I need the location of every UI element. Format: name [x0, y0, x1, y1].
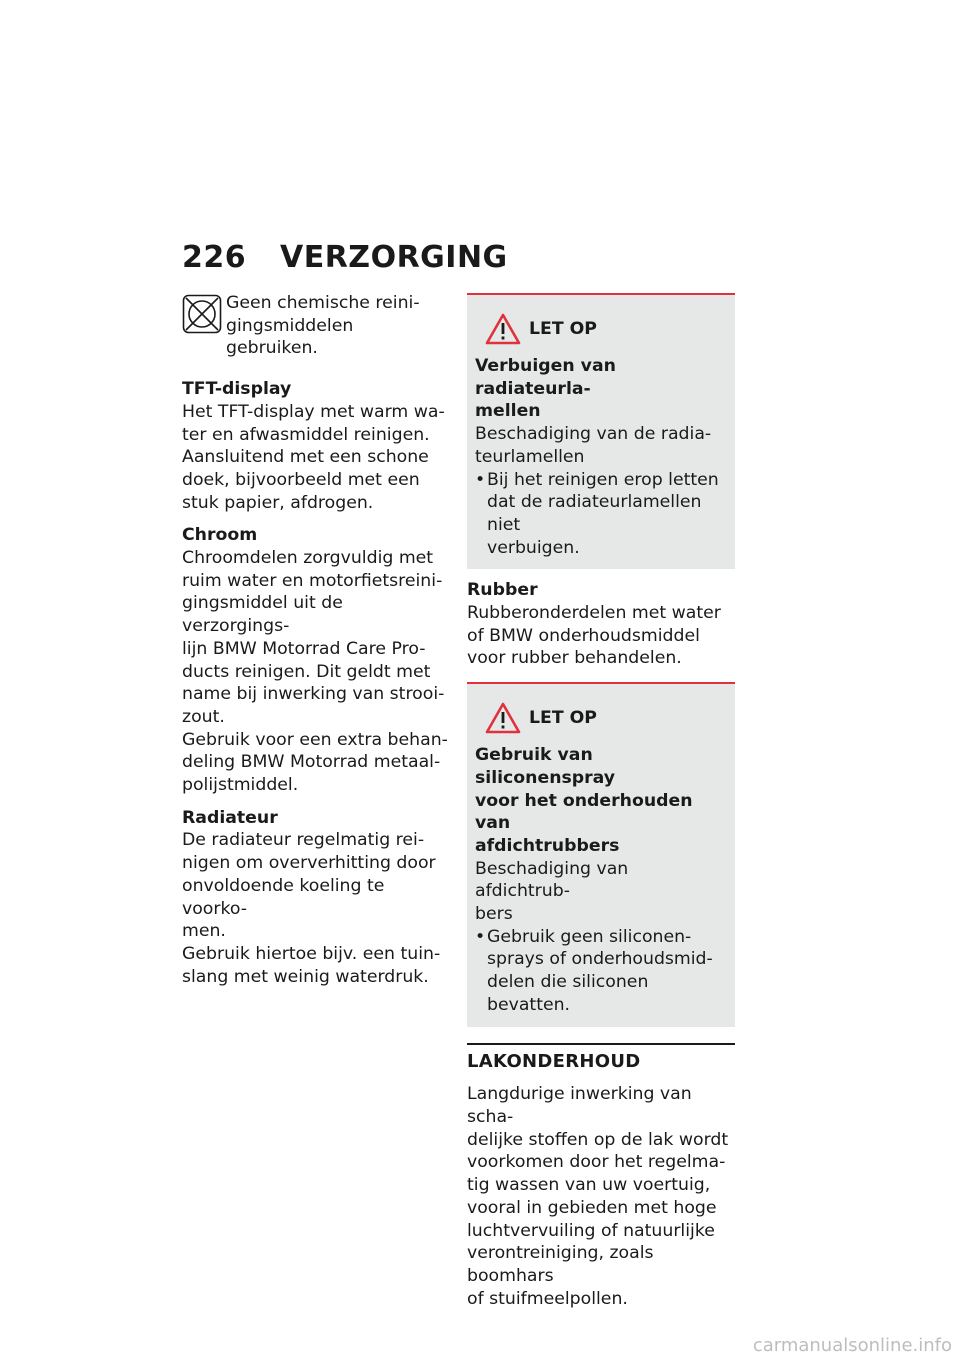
- heading-chroom: Chroom: [182, 525, 258, 546]
- warning-triangle-icon: [485, 702, 521, 734]
- text-line: ducts reinigen. Dit geldt met: [182, 661, 431, 682]
- warning-title: Verbuigen van radiateurla-: [475, 356, 616, 399]
- text-line: Gebruik hiertoe bijv. een tuin-: [182, 943, 441, 964]
- text-line: men.: [182, 921, 226, 942]
- bullet-line: verbuigen.: [487, 537, 580, 558]
- text-line: name bij inwerking van strooi-: [182, 684, 445, 705]
- section-heading-lakonderhoud: LAKONDERHOUD: [467, 1043, 735, 1074]
- text-line: slang met weinig waterdruk.: [182, 966, 429, 987]
- bullet-marker: •: [475, 926, 486, 947]
- warning-label: LET OP: [529, 707, 597, 728]
- page-header: [182, 240, 742, 275]
- warning-desc: bers: [475, 904, 513, 925]
- section-tft: [182, 378, 450, 514]
- warning-title: voor het onderhouden van: [475, 790, 693, 834]
- warning-bullet: [475, 469, 727, 560]
- bullet-line: dat de radiateurlamellen niet: [487, 492, 702, 535]
- text-line: onvoldoende koeling te voorko-: [182, 875, 385, 919]
- text-line: nigen om oververhitting door: [182, 853, 436, 874]
- bullet-line: delen die siliconen bevatten.: [487, 972, 649, 1015]
- warning-bullet: [475, 926, 727, 1017]
- warning-title: mellen: [475, 401, 541, 422]
- warning-box-silicone-spray: [467, 682, 735, 1026]
- warning-triangle-icon: [485, 313, 521, 345]
- no-chemical-cleaner-icon: [182, 294, 222, 334]
- warning-desc: teurlamellen: [475, 446, 585, 467]
- text-line: deling BMW Motorrad metaal-: [182, 752, 441, 773]
- bullet-marker: •: [475, 469, 486, 490]
- text-line: voor rubber behandelen.: [467, 648, 682, 669]
- text-line: verontreiniging, zoals boomhars: [467, 1243, 654, 1286]
- text-line: vooral in gebieden met hoge: [467, 1197, 717, 1218]
- text-line: Langdurige inwerking van scha-: [467, 1084, 692, 1127]
- chapter-title: VERZORGING: [280, 240, 508, 275]
- text-line: Aansluitend met een schone: [182, 447, 429, 468]
- heading-rubber: Rubber: [467, 580, 538, 601]
- notice-line: Geen chemische reini-: [226, 293, 420, 313]
- section-chroom: [182, 524, 450, 796]
- text-line: ruim water en motorfietsreini-: [182, 570, 443, 591]
- text-line: of stuifmeelpollen.: [467, 1288, 628, 1309]
- warning-desc: Beschadiging van de radia-: [475, 424, 712, 445]
- text-line: zout.: [182, 706, 225, 727]
- notice-line: gingsmiddelen gebruiken.: [226, 315, 354, 359]
- bullet-line: Gebruik geen siliconen-: [487, 926, 692, 947]
- text-line: ter en afwasmiddel reinigen.: [182, 424, 430, 445]
- warning-desc: Beschadiging van afdichtrub-: [475, 858, 629, 902]
- text-line: of BMW onderhoudsmiddel: [467, 625, 700, 646]
- warning-title: afdichtrubbers: [475, 835, 620, 856]
- text-line: De radiateur regelmatig rei-: [182, 830, 425, 851]
- text-line: delijke stoffen op de lak wordt: [467, 1129, 729, 1150]
- text-line: tig wassen van uw voertuig,: [467, 1175, 711, 1196]
- warning-header: [485, 702, 727, 734]
- bullet-line: Bij het reinigen erop letten: [487, 469, 719, 490]
- section-lakonderhoud: [467, 1083, 735, 1310]
- page-number: 226: [182, 240, 247, 275]
- text-line: Het TFT-display met warm wa-: [182, 401, 445, 422]
- bullet-line: sprays of onderhoudsmid-: [487, 949, 713, 970]
- warning-title: Gebruik van siliconenspray: [475, 745, 616, 788]
- notice-no-chemicals: [182, 292, 450, 360]
- section-rubber: [467, 579, 735, 670]
- text-line: Gebruik voor een extra behan-: [182, 729, 448, 750]
- right-column: [467, 293, 735, 1310]
- left-column: [182, 292, 450, 988]
- warning-header: [485, 313, 727, 345]
- text-line: voorkomen door het regelma-: [467, 1152, 726, 1173]
- text-line: Rubberonderdelen met water: [467, 603, 721, 624]
- text-line: doek, bijvoorbeeld met een: [182, 469, 420, 490]
- text-line: lijn BMW Motorrad Care Pro-: [182, 638, 426, 659]
- section-radiateur: [182, 807, 450, 989]
- warning-label: LET OP: [529, 318, 597, 339]
- text-line: polijstmiddel.: [182, 775, 299, 796]
- heading-radiateur: Radiateur: [182, 807, 278, 828]
- heading-tft-display: TFT-display: [182, 379, 292, 400]
- warning-box-radiator-fins: [467, 293, 735, 569]
- watermark-text[interactable]: carmanualsonline.info: [752, 1335, 952, 1356]
- text-line: gingsmiddel uit de verzorgings-: [182, 593, 343, 637]
- text-line: luchtvervuiling of natuurlijke: [467, 1220, 715, 1241]
- text-line: stuk papier, afdrogen.: [182, 492, 374, 513]
- text-line: Chroomdelen zorgvuldig met: [182, 548, 434, 569]
